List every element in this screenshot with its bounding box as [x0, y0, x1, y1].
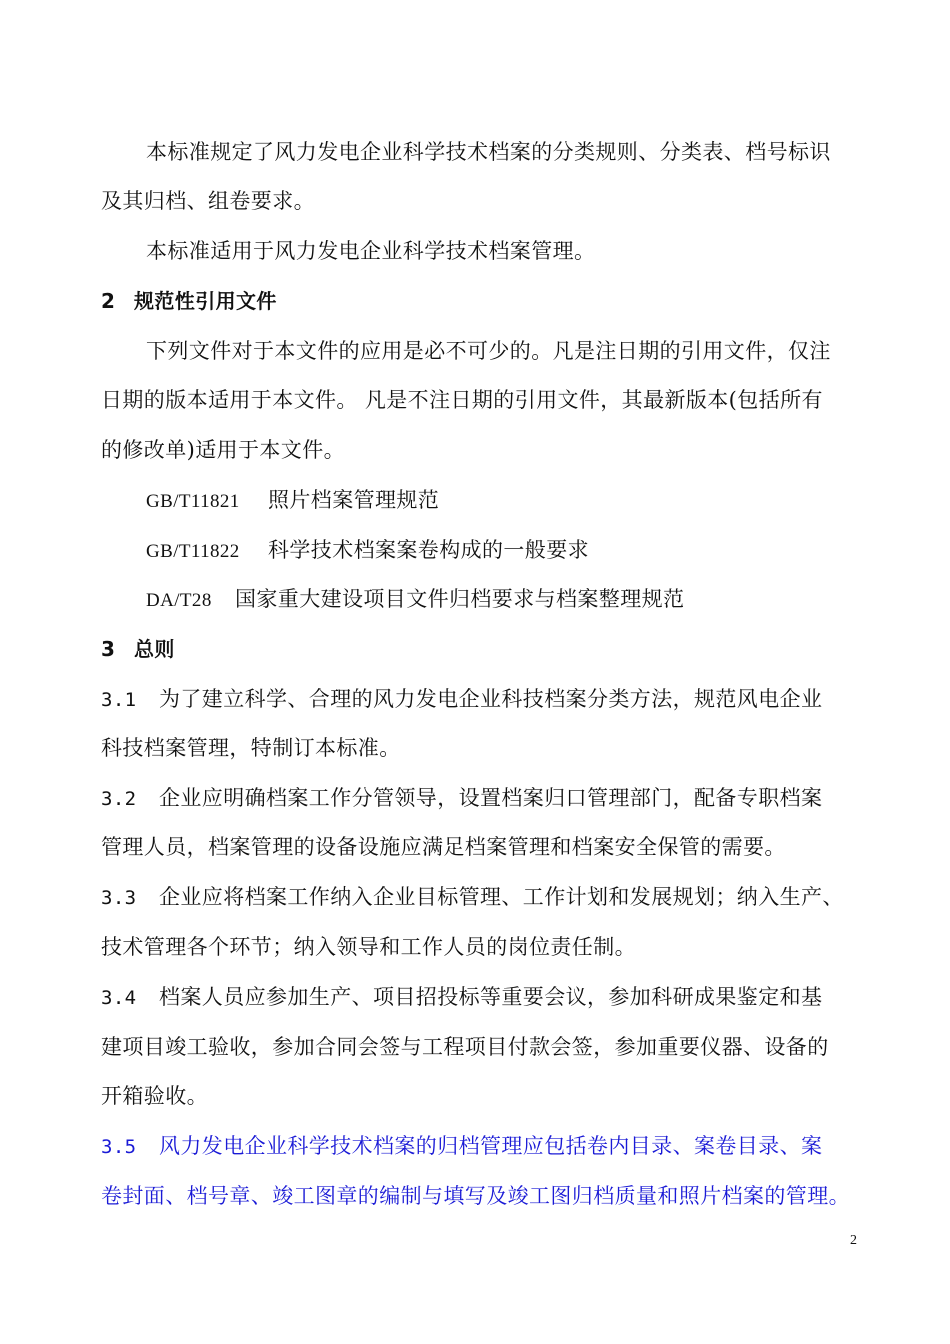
clause-text: 为了建立科学、合理的风力发电企业科技档案分类方法，规范风电企业 [159, 687, 823, 711]
clause-3-4-line-3: 开箱验收。 [101, 1084, 208, 1108]
reference-item [146, 487, 439, 515]
clause-text: 档案人员应参加生产、项目招投标等重要会议，参加科研成果鉴定和基 [159, 985, 823, 1009]
reference-title: 科学技术档案案卷构成的一般要求 [268, 538, 589, 562]
clause-3-5-line-1 [101, 1133, 822, 1160]
clause-3-3-line-1 [101, 884, 844, 911]
section-2-title: 规范性引用文件 [134, 289, 277, 313]
clause-text: 企业应将档案工作纳入企业目标管理、工作计划和发展规划；纳入生产、 [159, 885, 844, 909]
clause-3-3-line-2: 技术管理各个环节；纳入领导和工作人员的岗位责任制。 [101, 935, 636, 959]
clause-3-4-line-2: 建项目竣工验收，参加合同会签与工程项目付款会签，参加重要仪器、设备的 [101, 1035, 829, 1059]
reference-code: DA/T28 [146, 590, 212, 611]
clause-number: 3.5 [101, 1136, 137, 1158]
clause-number: 3.3 [101, 887, 137, 909]
clause-text: 风力发电企业科学技术档案的归档管理应包括卷内目录、案卷目录、案 [159, 1134, 823, 1158]
clause-3-2-line-1 [101, 785, 822, 812]
scope-paragraph-line-1: 本标准规定了风力发电企业科学技术档案的分类规则、分类表、档号标识 [146, 140, 831, 164]
clause-3-1-line-2: 科技档案管理，特制订本标准。 [101, 736, 401, 760]
reference-code: GB/T11821 [146, 491, 240, 512]
section-2-paragraph-line-1: 下列文件对于本文件的应用是必不可少的。凡是注日期的引用文件，仅注 [146, 339, 831, 363]
section-2-paragraph-line-2: 日期的版本适用于本文件。 凡是不注日期的引用文件，其最新版本(包括所有 [101, 388, 823, 412]
reference-item [146, 586, 684, 614]
clause-3-2-line-2: 管理人员，档案管理的设备设施应满足档案管理和档案安全保管的需要。 [101, 835, 786, 859]
section-2-heading [101, 288, 277, 314]
clause-number: 3.2 [101, 788, 137, 810]
section-3-number: 3 [101, 637, 116, 661]
clause-3-1-line-1 [101, 686, 822, 713]
section-2-number: 2 [101, 289, 116, 313]
reference-item [146, 537, 589, 565]
scope-applicability-paragraph: 本标准适用于风力发电企业科学技术档案管理。 [146, 239, 596, 263]
clause-text: 企业应明确档案工作分管领导，设置档案归口管理部门，配备专职档案 [159, 786, 823, 810]
reference-code: GB/T11822 [146, 541, 240, 562]
clause-3-4-line-1 [101, 984, 822, 1011]
reference-title: 照片档案管理规范 [268, 488, 440, 512]
scope-paragraph-line-2: 及其归档、组卷要求。 [101, 189, 315, 213]
reference-title: 国家重大建设项目文件归档要求与档案整理规范 [235, 587, 685, 611]
section-3-title: 总则 [134, 637, 175, 661]
page-number: 2 [850, 1233, 857, 1248]
section-2-paragraph-line-3: 的修改单)适用于本文件。 [101, 438, 345, 462]
section-3-heading [101, 636, 175, 662]
clause-number: 3.4 [101, 987, 137, 1009]
clause-number: 3.1 [101, 689, 137, 711]
clause-3-5-line-2: 卷封面、档号章、竣工图章的编制与填写及竣工图归档质量和照片档案的管理。 [101, 1184, 850, 1208]
